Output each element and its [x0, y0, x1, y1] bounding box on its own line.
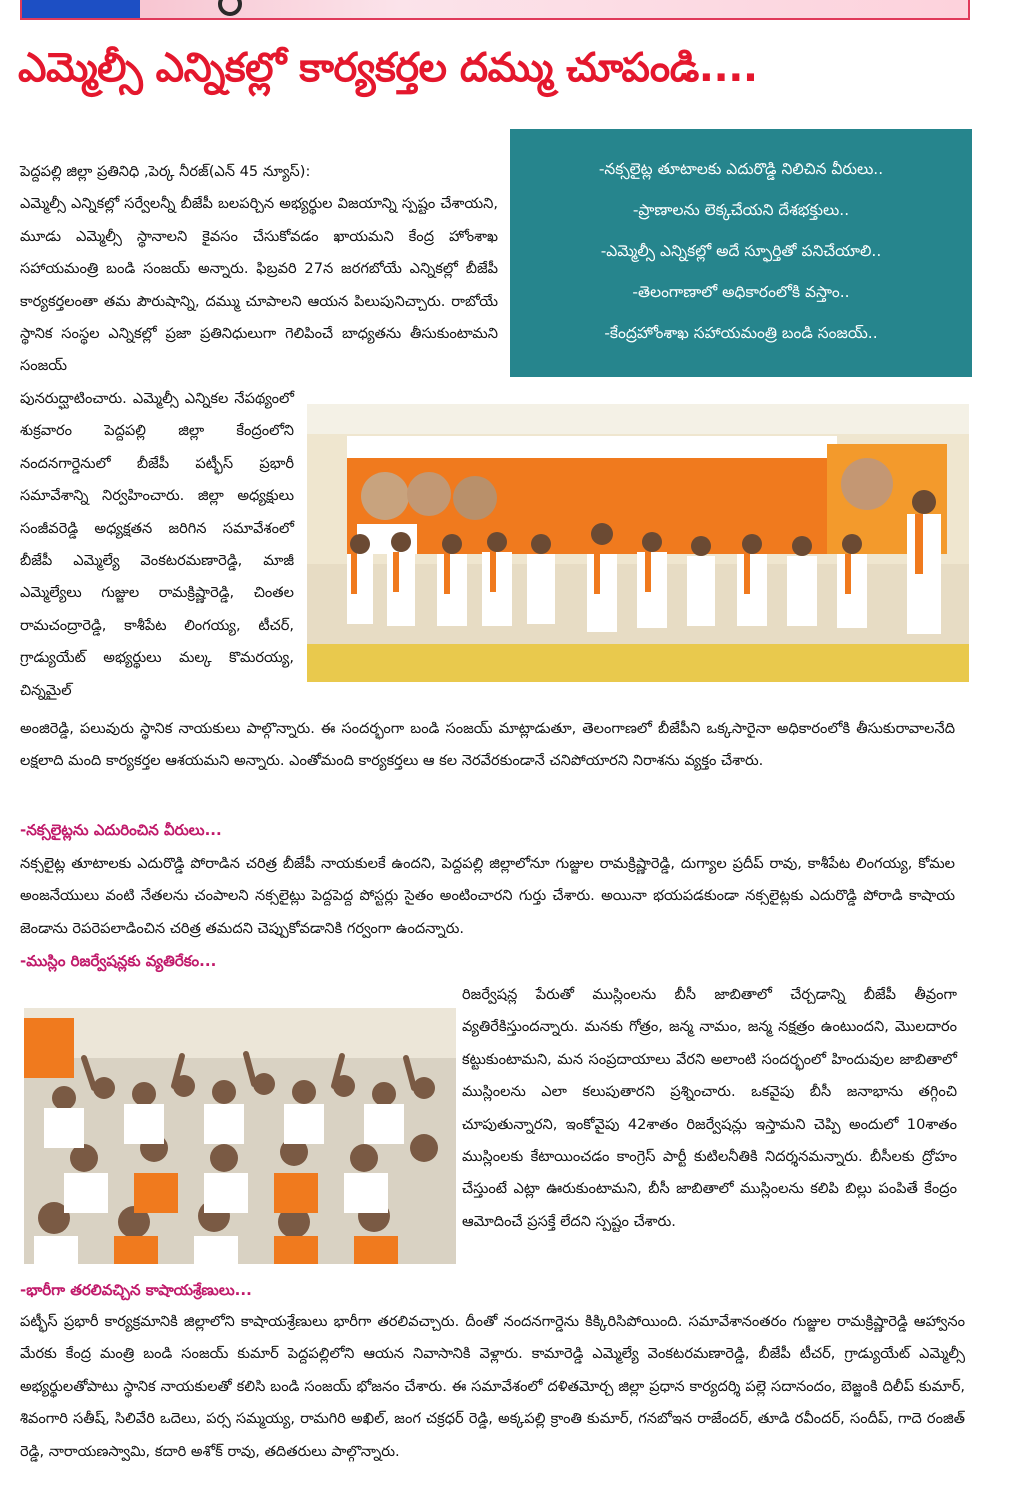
byline: పెద్దపల్లి జిల్లా ప్రతినిధి ,పెర్క నీరజ్(ఎన్ 45 న్యూస్):: [20, 163, 311, 180]
highlight-item: -తెలంగాణాలో అధికారంలోకి వస్తాం..: [632, 283, 850, 301]
paragraph: ఎమ్మెల్సీ ఎన్నికల్లో సర్వేలన్నీ బీజేపీ బలపర్చిన అభ్యర్థుల విజయాన్ని స్పష్టం చేశాయని, మూడు ఎమ్మెల్సీ స్థానాలని కైవసం చేసుకోవడం ఖాయమని కేంద్ర హోంశాఖ సహాయమంత్రి బండి సంజయ్ అన్నారు. ఫిబ్రవరి 27న జరగబోయే ఎన్నికల్లో బీజేపీ కార్యకర్తలంతా తమ పౌరుషాన్ని, దమ్ము చూపాలని ఆయన పిలుపునిచ్చారు. రాబోయే స్థానిక సంస్థల ఎన్నికల్లో ప్రజా ప్రతినిధులుగా గెలిపించే బాధ్యతను తీసుకుంటామని సంజయ్: [20, 195, 498, 375]
paragraph: అంజిరెడ్డి, పలువురు స్థానిక నాయకులు పాల్గొన్నారు. ఈ సందర్భంగా బండి సంజయ్ మాట్లాడుతూ, తెలంగాణలో బీజేపీని ఒక్కసారైనా అధికారంలోకి తీసుకురావాలనేది లక్షలాది మంది కార్యకర్తల ఆశయమని అన్నారు. ఎంతోమంది కార్యకర్తలు ఆ కల నెరవేరకుండానే చనిపోయారని నిరాశను వ్యక్తం చేశారు.: [20, 720, 955, 770]
highlight-item: -ఎమ్మెల్సీ ఎన్నికల్లో అదే స్ఫూర్తితో పనిచేయాలి..: [600, 242, 882, 260]
masthead-blue-block: [22, 0, 140, 18]
highlight-item: -కేంద్రహోంశాఖ సహాయమంత్రి బండి సంజయ్..: [604, 324, 878, 342]
highlights-box: [510, 129, 972, 377]
highlight-item: -ప్రాణాలను లెక్కచేయని దేశభక్తులు..: [632, 201, 850, 219]
article-intro: [20, 156, 498, 383]
crowd-photo: [24, 1008, 456, 1264]
subheading: -భారీగా తరలివచ్చిన కాషాయశ్రేణులు...: [20, 1281, 252, 1299]
meeting-stage-photo: [307, 404, 969, 682]
stage-photo-illustration: [307, 404, 969, 682]
paragraph: రిజర్వేషన్ల పేరుతో ముస్లింలను బీసీ జాబితాలో చేర్చడాన్ని బీజేపీ తీవ్రంగా వ్యతిరేకిస్తుందన్నారు. మనకు గోత్రం, జన్మ నామం, జన్మ నక్షత్రం ఉంటుందని, మొలదారం కట్టుకుంటామని, మన సంప్రదాయాలు వేరని అలాంటి సందర్భంలో హిందువుల జాబితాలో ముస్లింలను ఎలా కలుపుతారని ప్రశ్నించారు. ఒకవైపు బీసీ జనాభాను తగ్గించి చూపుతున్నారని, ఇంకోవైపు 42శాతం రిజర్వేషన్లు ఇస్తామని చెప్పి అందులో 10శాతం ముస్లింలకు కేటాయించడం కాంగ్రెస్ పార్టీ కుటిలనీతికి నిదర్శనమన్నారు. బీసీలకు ద్రోహం చేస్తుంటే ఎట్లా ఊరుకుంటామని, బీసీ జాబితాలో ముస్లింలను కలిపి బిల్లు పంపితే కేంద్రం ఆమోదించే ప్రసక్తే లేదని స్పష్టం చేశారు.: [462, 986, 957, 1230]
paragraph: పట్భీస్ ప్రభారీ కార్యక్రమానికి జిల్లాలోని కాషాయశ్రేణులు భారీగా తరలివచ్చారు. దీంతో నందనగార్డెను కిక్కిరిసిపోయింది. సమావేశానంతరం గుజ్జుల రామక్రిష్ణారెడ్డి ఆహ్వానం మేరకు కేంద్ర మంత్రి బండి సంజయ్ కుమార్ పెద్దపల్లిలోని ఆయన నివాసానికి వెళ్లారు. కామారెడ్డి ఎమ్మెల్యే వెంకటరమణారెడ్డి, బీజేపీ టీచర్, గ్రాడ్యుయేట్ ఎమ్మెల్సీ అభ్యర్థులతోపాటు స్థానిక నాయకులతో కలిసి బండి సంజయ్ భోజనం చేశారు. ఈ సమావేశంలో దళితమోర్చ జిల్లా ప్రధాన కార్యదర్శి పల్లె సదానందం, బెజ్జంకి దిలీప్ కుమార్, శివంగారి సతీష్, సిలివేరి ఒదెలు, పర్స సమ్మయ్య, రామగిరి అఖిల్, జంగ చక్రధర్ రెడ్డి, అక్కపల్లి క్రాంతి కుమార్, గనబోఇన రాజేందర్, తూడి రవీందర్, సందీప్, గాదె రంజిత్ రెడ్డి, నారాయణస్వామి, కదారి అశోక్ రావు, తదితరులు పాల్గొన్నారు.: [20, 1313, 965, 1460]
paragraph: పునరుద్ఘాటించారు. ఎమ్మెల్సీ ఎన్నికల నేపథ్యంలో శుక్రవారం పెద్దపల్లి జిల్లా కేంద్రంలోని నందనగార్డెనులో బీజేపీ పట్భీస్ ప్రభారీ సమావేశాన్ని నిర్వహించారు. జిల్లా అధ్యక్షులు సంజీవరెడ్డి అధ్యక్షతన జరిగిన సమావేశంలో బీజేపీ ఎమ్మెల్యే వెంకటరమణారెడ్డి, మాజీ ఎమ్మెల్యేలు గుజ్జుల రామక్రిష్ణారెడ్డి, చింతల రామచంద్రారెడ్డి, కాశీపేట లింగయ్య, టీచర్, గ్రాడ్యుయేట్ అభ్యర్థులు మల్క కొమరయ్య, చిన్నమైల్: [20, 390, 294, 699]
crowd-photo-illustration: [24, 1008, 456, 1264]
masthead-strip: [20, 0, 970, 20]
subheading: -నక్సలైట్లను ఎదురించిన వీరులు...: [20, 821, 222, 839]
paragraph: నక్సలైట్ల తూటాలకు ఎదురొడ్డి పోరాడిన చరిత్ర బీజేపీ నాయకులకే ఉందని, పెద్దపల్లి జిల్లాలోనూ గుజ్జుల రామక్రిష్ణారెడ్డి, దుగ్యాల ప్రదీప్ రావు, కాశీపేట లింగయ్య, కోమల అంజనేయులు వంటి నేతలను చంపాలని నక్సలైట్లు పెద్దపెద్ద పోస్టర్లు సైతం అంటించారని గుర్తు చేశారు. అయినా భయపడకుండా నక్సలైట్లకు ఎదురొడ్డి పోరాడి కాషాయ జెండాను రెపరెపలాడించిన చరిత్ర తమదని చెప్పుకోవడానికి గర్వంగా ఉందన్నారు.: [20, 855, 955, 937]
highlight-item: -నక్సలైట్ల తూటాలకు ఎదురొడ్డి నిలిచిన వీరులు..: [598, 160, 884, 178]
subheading: -ముస్లిం రిజర్వేషన్లకు వ్యతిరేకం...: [20, 952, 217, 970]
masthead-logo-ring: [218, 0, 242, 16]
headline: ఎమ్మెల్సీ ఎన్నికల్లో కార్యకర్తల దమ్ము చూపండి....: [18, 45, 758, 91]
